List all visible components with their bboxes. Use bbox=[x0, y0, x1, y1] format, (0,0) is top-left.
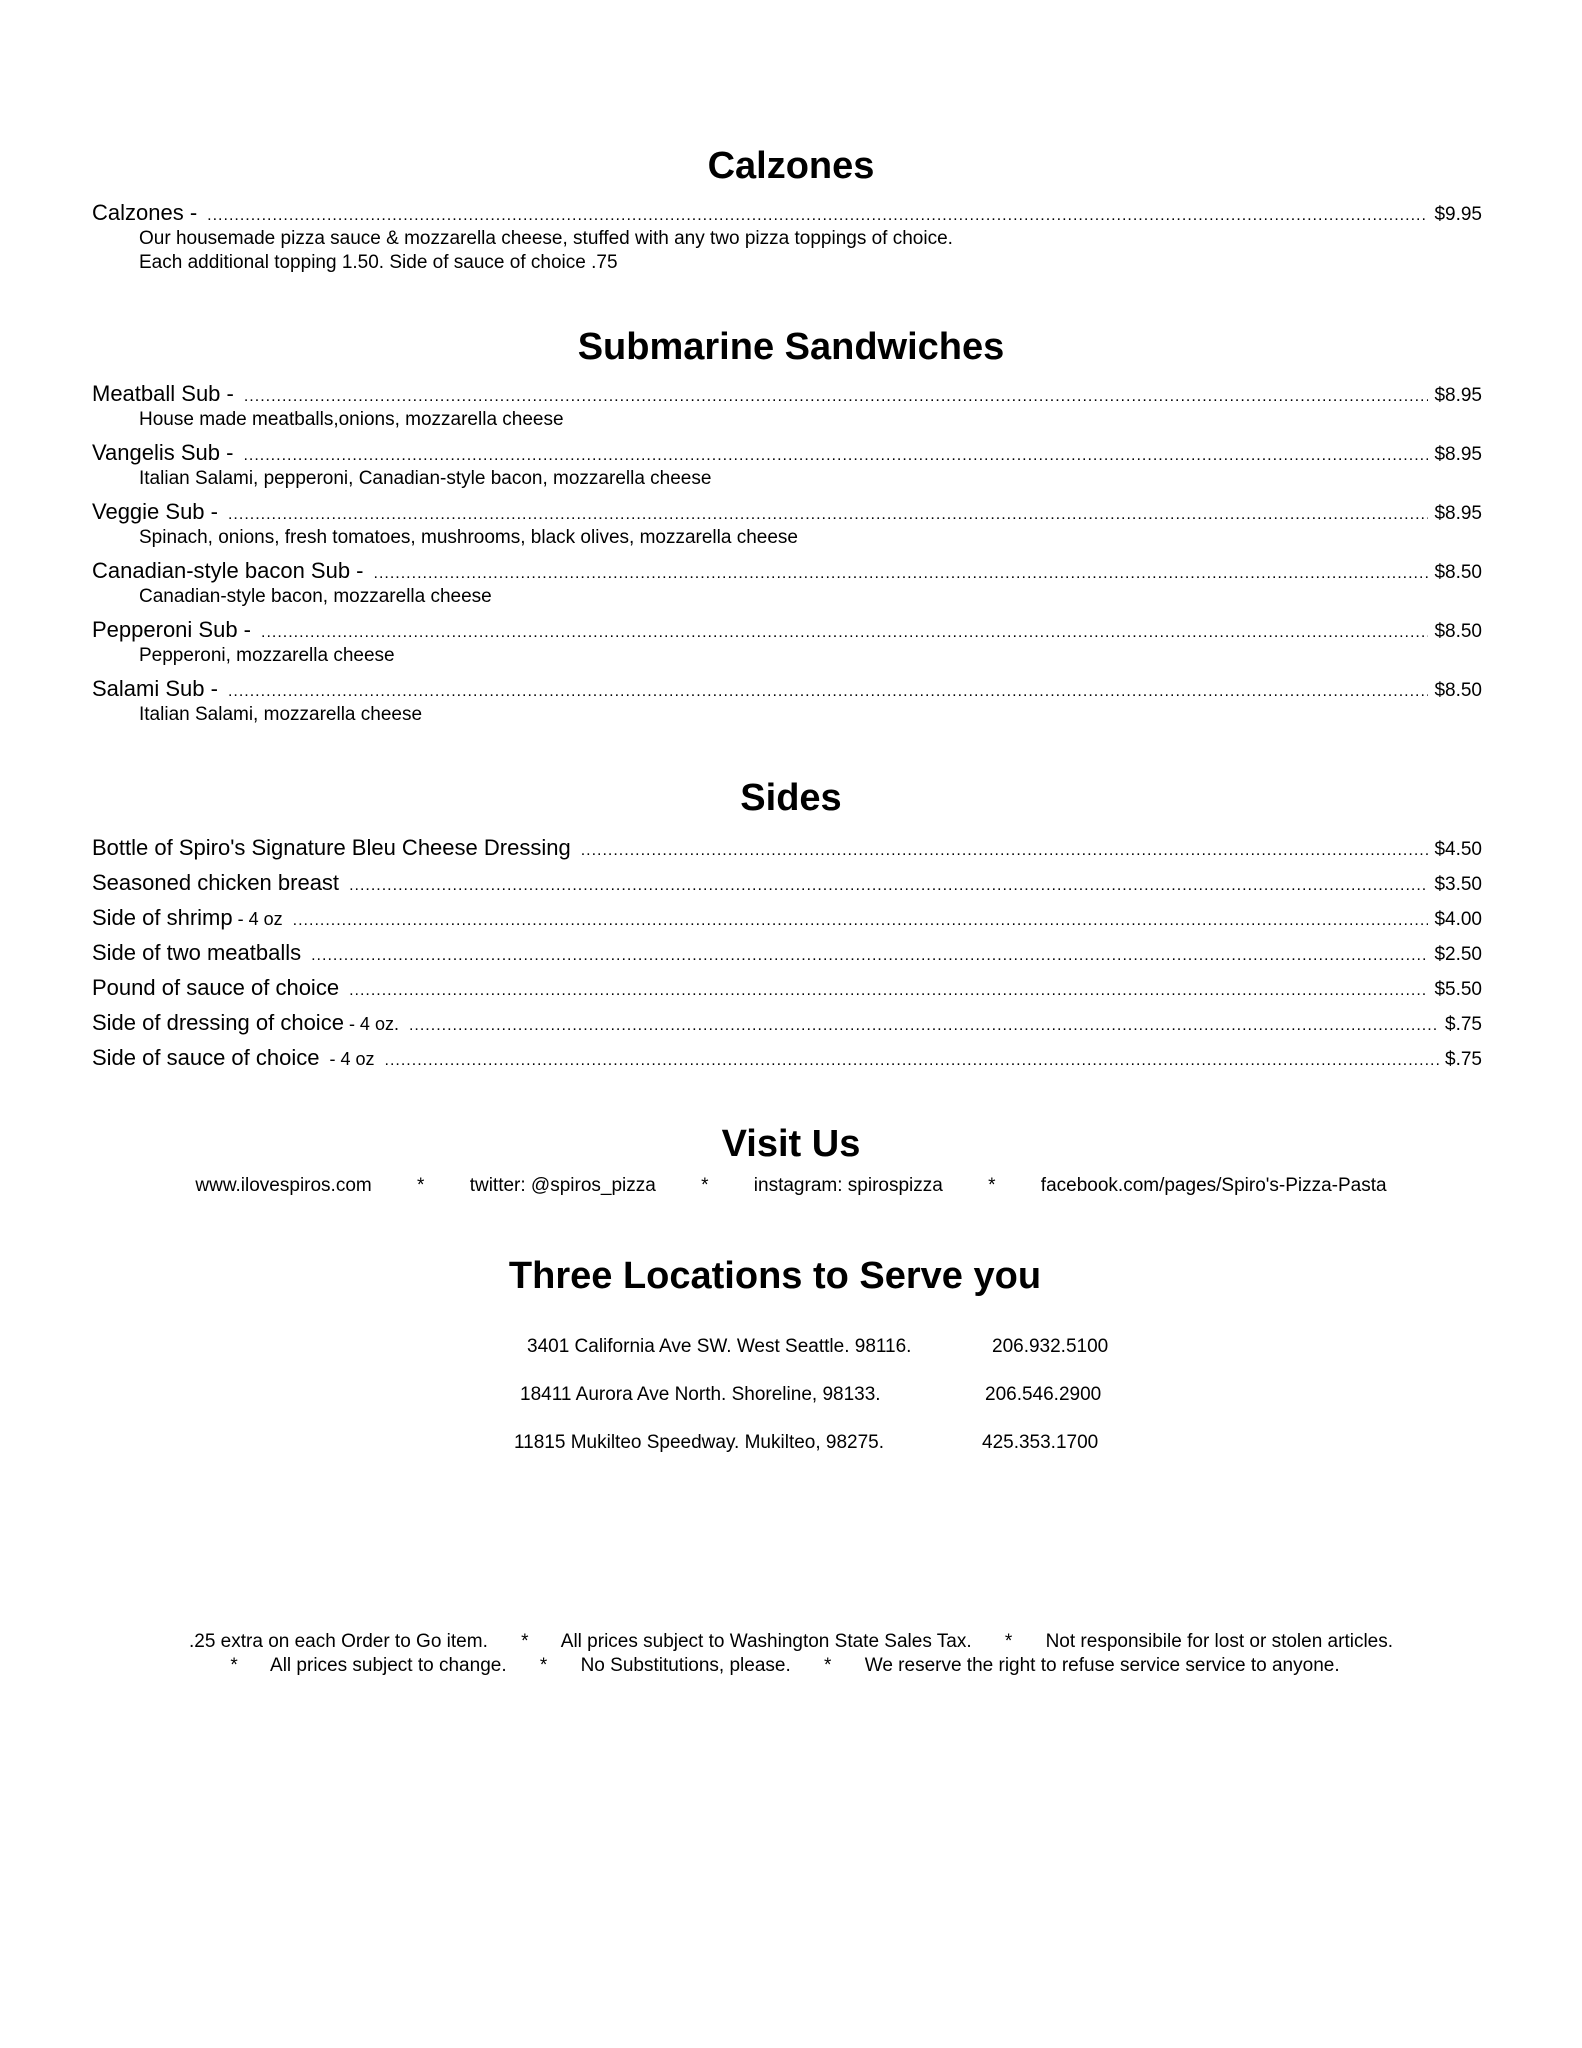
separator: * bbox=[701, 1175, 709, 1196]
location-address: 11815 Mukilteo Speedway. Mukilteo, 98275. bbox=[514, 1432, 885, 1453]
footer-note: .25 extra on each Order to Go item. bbox=[188, 1631, 488, 1652]
location-row bbox=[0, 1382, 1582, 1408]
website-link[interactable]: www.ilovespiros.com bbox=[195, 1175, 372, 1196]
item-price: $8.95 bbox=[1434, 503, 1482, 524]
item-price: $2.50 bbox=[1434, 944, 1482, 965]
dot-leader bbox=[311, 942, 1428, 970]
dot-leader bbox=[349, 977, 1428, 1005]
item-price: $.75 bbox=[1445, 1014, 1482, 1035]
item-name: Side of dressing of choice - 4 oz. bbox=[92, 1010, 399, 1035]
item-name: Meatball Sub - bbox=[92, 381, 234, 406]
item-description: Italian Salami, mozzarella cheese bbox=[139, 704, 423, 725]
dot-leader bbox=[385, 1047, 1440, 1075]
separator: * bbox=[230, 1655, 238, 1676]
dot-leader bbox=[207, 202, 1428, 230]
item-price: $.75 bbox=[1445, 1049, 1482, 1070]
dot-leader bbox=[349, 872, 1428, 900]
social-links bbox=[0, 1174, 1582, 1198]
calzones-description-1: Our housemade pizza sauce & mozzarella cheese, stuffed with any two pizza toppings of choice. bbox=[139, 228, 953, 249]
dot-leader bbox=[228, 678, 1429, 706]
menu-item-side-sauce bbox=[92, 1044, 1482, 1075]
separator: * bbox=[1004, 1631, 1013, 1652]
menu-item-calzones bbox=[92, 199, 1482, 230]
item-price: $3.50 bbox=[1434, 874, 1482, 895]
item-name: Side of sauce of choice - 4 oz bbox=[92, 1045, 375, 1070]
locations-title: Three Locations to Serve you bbox=[508, 1255, 1042, 1297]
sides-title: Sides bbox=[740, 777, 842, 819]
item-price: $8.50 bbox=[1434, 621, 1482, 642]
subs-title: Submarine Sandwiches bbox=[577, 326, 1005, 368]
dot-leader bbox=[244, 383, 1429, 411]
item-name: Salami Sub - bbox=[92, 676, 218, 701]
menu-item-pepperoni-sub bbox=[92, 616, 1482, 647]
facebook-link[interactable]: facebook.com/pages/Spiro's-Pizza-Pasta bbox=[1040, 1175, 1387, 1196]
location-address: 3401 California Ave SW. West Seattle. 98116. bbox=[527, 1336, 912, 1357]
footer-line-2 bbox=[0, 1654, 1562, 1678]
item-price: $8.95 bbox=[1434, 385, 1482, 406]
menu-item-meatball-sub bbox=[92, 380, 1482, 411]
menu-item-vangelis-sub bbox=[92, 439, 1482, 470]
item-name: Canadian-style bacon Sub - bbox=[92, 558, 364, 583]
footer-note: No Substitutions, please. bbox=[580, 1655, 791, 1676]
menu-item-meatballs bbox=[92, 939, 1482, 970]
menu-item-salami-sub bbox=[92, 675, 1482, 706]
menu-item-pound-of-sauce bbox=[92, 974, 1482, 1005]
separator: * bbox=[824, 1655, 832, 1676]
item-price: $5.50 bbox=[1434, 979, 1482, 1000]
item-description: House made meatballs,onions, mozzarella cheese bbox=[139, 409, 564, 430]
location-phone[interactable]: 425.353.1700 bbox=[982, 1432, 1099, 1453]
location-address: 18411 Aurora Ave North. Shoreline, 98133. bbox=[520, 1384, 881, 1405]
item-name: Pepperoni Sub - bbox=[92, 617, 251, 642]
item-description: Spinach, onions, fresh tomatoes, mushrooms, black olives, mozzarella cheese bbox=[139, 527, 798, 548]
item-name: Seasoned chicken breast bbox=[92, 870, 340, 895]
item-price: $4.50 bbox=[1434, 839, 1482, 860]
location-row bbox=[0, 1334, 1582, 1360]
location-phone[interactable]: 206.546.2900 bbox=[985, 1384, 1102, 1405]
location-phone[interactable]: 206.932.5100 bbox=[992, 1336, 1109, 1357]
dot-leader bbox=[293, 907, 1429, 935]
menu-item-bleu-cheese-dressing bbox=[92, 834, 1482, 865]
item-name: Side of shrimp - 4 oz bbox=[92, 905, 283, 930]
item-name: Side of two meatballs bbox=[92, 940, 302, 965]
footer-line-1 bbox=[0, 1630, 1582, 1654]
menu-item-side-dressing bbox=[92, 1009, 1482, 1040]
menu-item-canadian-bacon-sub bbox=[92, 557, 1482, 588]
item-price: $8.50 bbox=[1434, 562, 1482, 583]
separator: * bbox=[521, 1631, 529, 1652]
item-name: Calzones - bbox=[92, 200, 198, 225]
item-description: Pepperoni, mozzarella cheese bbox=[139, 645, 395, 666]
location-row bbox=[0, 1430, 1582, 1456]
footer-note: All prices subject to Washington State Sales Tax. bbox=[560, 1631, 972, 1652]
separator: * bbox=[417, 1175, 425, 1196]
dot-leader bbox=[228, 501, 1428, 529]
calzones-title: Calzones bbox=[707, 145, 875, 187]
item-description: Italian Salami, pepperoni, Canadian-style bacon, mozzarella cheese bbox=[139, 468, 712, 489]
twitter-link[interactable]: twitter: @spiros_pizza bbox=[469, 1175, 656, 1196]
visit-title: Visit Us bbox=[721, 1123, 861, 1165]
item-name: Vangelis Sub - bbox=[92, 440, 234, 465]
menu-item-shrimp bbox=[92, 904, 1482, 935]
item-price: $8.95 bbox=[1434, 444, 1482, 465]
dot-leader bbox=[409, 1012, 1439, 1040]
calzones-description-2: Each additional topping 1.50. Side of sauce of choice .75 bbox=[139, 252, 618, 273]
dot-leader bbox=[243, 442, 1428, 470]
dot-leader bbox=[261, 619, 1428, 647]
footer-note: All prices subject to change. bbox=[270, 1655, 507, 1676]
menu-item-chicken-breast bbox=[92, 869, 1482, 900]
dot-leader bbox=[374, 560, 1429, 588]
menu-item-veggie-sub bbox=[92, 498, 1482, 529]
dot-leader bbox=[581, 837, 1429, 865]
footer-note: Not responsibile for lost or stolen articles. bbox=[1045, 1631, 1394, 1652]
item-description: Canadian-style bacon, mozzarella cheese bbox=[139, 586, 492, 607]
separator: * bbox=[988, 1175, 996, 1196]
footer-note: We reserve the right to refuse service service to anyone. bbox=[864, 1655, 1340, 1676]
item-name: Pound of sauce of choice bbox=[92, 975, 340, 1000]
item-name: Veggie Sub - bbox=[92, 499, 218, 524]
item-price: $8.50 bbox=[1434, 680, 1482, 701]
instagram-link[interactable]: instagram: spirospizza bbox=[753, 1175, 943, 1196]
item-price: $9.95 bbox=[1434, 204, 1482, 225]
separator: * bbox=[539, 1655, 548, 1676]
item-name: Bottle of Spiro's Signature Bleu Cheese Dressing bbox=[92, 835, 571, 860]
item-price: $4.00 bbox=[1434, 909, 1482, 930]
